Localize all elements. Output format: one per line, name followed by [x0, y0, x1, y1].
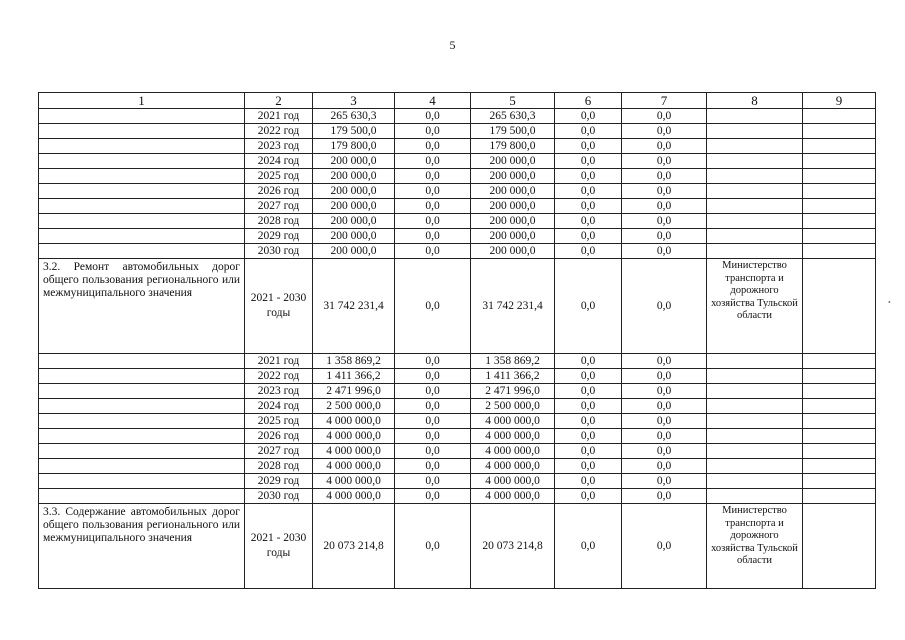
column-header-3: 3 [313, 93, 395, 109]
value-cell-col6: 0,0 [555, 214, 622, 229]
empty-name-cell [39, 489, 245, 504]
empty-name-cell [39, 214, 245, 229]
empty-name-cell [39, 474, 245, 489]
empty-cell-col9 [803, 369, 876, 384]
value-cell-col4: 0,0 [395, 369, 471, 384]
value-cell-col7: 0,0 [622, 229, 707, 244]
empty-cell-col8 [707, 444, 803, 459]
value-cell-col3: 200 000,0 [313, 229, 395, 244]
empty-cell-col8 [707, 124, 803, 139]
value-cell-col6: 0,0 [555, 109, 622, 124]
empty-cell-col8 [707, 169, 803, 184]
value-cell-col5: 200 000,0 [471, 229, 555, 244]
value-cell-col7: 0,0 [622, 399, 707, 414]
value-cell-col2: 2030 год [245, 489, 313, 504]
value-cell-col3: 179 500,0 [313, 124, 395, 139]
task-col4: 0,0 [395, 504, 471, 589]
value-cell-col4: 0,0 [395, 489, 471, 504]
value-cell-col6: 0,0 [555, 369, 622, 384]
value-cell-col3: 265 630,3 [313, 109, 395, 124]
empty-name-cell [39, 199, 245, 214]
empty-cell-col8 [707, 109, 803, 124]
value-cell-col4: 0,0 [395, 444, 471, 459]
empty-cell-col9 [803, 154, 876, 169]
empty-name-cell [39, 429, 245, 444]
empty-cell-col9 [803, 429, 876, 444]
empty-cell-col8 [707, 489, 803, 504]
value-cell-col5: 200 000,0 [471, 214, 555, 229]
value-cell-col7: 0,0 [622, 139, 707, 154]
column-header-6: 6 [555, 93, 622, 109]
year-row [39, 124, 876, 139]
empty-cell-col9 [803, 444, 876, 459]
value-cell-col5: 4 000 000,0 [471, 429, 555, 444]
value-cell-col2: 2025 год [245, 414, 313, 429]
value-cell-col2: 2027 год [245, 199, 313, 214]
value-cell-col6: 0,0 [555, 414, 622, 429]
value-cell-col2: 2021 год [245, 109, 313, 124]
header-row [39, 93, 876, 109]
value-cell-col4: 0,0 [395, 169, 471, 184]
value-cell-col6: 0,0 [555, 474, 622, 489]
task-name: 3.2. Ремонт автомобильных дорог общего пользования регионального или межмуниципального значения [39, 259, 245, 354]
column-header-9: 9 [803, 93, 876, 109]
value-cell-col6: 0,0 [555, 244, 622, 259]
task-period: 2021 - 2030 годы [245, 504, 313, 589]
empty-name-cell [39, 459, 245, 474]
empty-cell-col9 [803, 124, 876, 139]
value-cell-col4: 0,0 [395, 474, 471, 489]
value-cell-col2: 2029 год [245, 229, 313, 244]
scan-mark: • [888, 298, 891, 307]
empty-cell-col9 [803, 139, 876, 154]
value-cell-col6: 0,0 [555, 354, 622, 369]
value-cell-col2: 2030 год [245, 244, 313, 259]
value-cell-col2: 2026 год [245, 429, 313, 444]
empty-cell-col8 [707, 184, 803, 199]
value-cell-col7: 0,0 [622, 489, 707, 504]
empty-cell-col9 [803, 384, 876, 399]
column-header-2: 2 [245, 93, 313, 109]
value-cell-col4: 0,0 [395, 124, 471, 139]
empty-name-cell [39, 184, 245, 199]
year-row [39, 214, 876, 229]
budget-table [38, 92, 876, 589]
task-col5: 20 073 214,8 [471, 504, 555, 589]
value-cell-col2: 2024 год [245, 399, 313, 414]
value-cell-col5: 1 411 366,2 [471, 369, 555, 384]
value-cell-col3: 4 000 000,0 [313, 414, 395, 429]
year-row [39, 384, 876, 399]
empty-cell-col8 [707, 229, 803, 244]
value-cell-col5: 265 630,3 [471, 109, 555, 124]
task-col7: 0,0 [622, 504, 707, 589]
year-row [39, 199, 876, 214]
value-cell-col6: 0,0 [555, 399, 622, 414]
empty-cell-col8 [707, 214, 803, 229]
empty-cell-col8 [707, 429, 803, 444]
value-cell-col5: 4 000 000,0 [471, 414, 555, 429]
year-row [39, 489, 876, 504]
value-cell-col2: 2023 год [245, 384, 313, 399]
empty-cell-col9 [803, 414, 876, 429]
value-cell-col7: 0,0 [622, 459, 707, 474]
empty-cell-col9 [803, 169, 876, 184]
value-cell-col7: 0,0 [622, 169, 707, 184]
value-cell-col2: 2022 год [245, 369, 313, 384]
empty-name-cell [39, 399, 245, 414]
value-cell-col7: 0,0 [622, 354, 707, 369]
year-row [39, 474, 876, 489]
task-col7: 0,0 [622, 259, 707, 354]
empty-name-cell [39, 444, 245, 459]
empty-cell-col9 [803, 199, 876, 214]
year-row [39, 139, 876, 154]
value-cell-col3: 1 358 869,2 [313, 354, 395, 369]
task-total: 31 742 231,4 [313, 259, 395, 354]
value-cell-col4: 0,0 [395, 414, 471, 429]
value-cell-col6: 0,0 [555, 429, 622, 444]
value-cell-col6: 0,0 [555, 139, 622, 154]
value-cell-col3: 2 471 996,0 [313, 384, 395, 399]
value-cell-col7: 0,0 [622, 199, 707, 214]
value-cell-col2: 2029 год [245, 474, 313, 489]
empty-cell-col8 [707, 474, 803, 489]
empty-cell-col9 [803, 354, 876, 369]
empty-cell-col9 [803, 474, 876, 489]
value-cell-col4: 0,0 [395, 229, 471, 244]
value-cell-col5: 4 000 000,0 [471, 489, 555, 504]
value-cell-col2: 2028 год [245, 214, 313, 229]
column-header-8: 8 [707, 93, 803, 109]
value-cell-col3: 4 000 000,0 [313, 429, 395, 444]
value-cell-col4: 0,0 [395, 429, 471, 444]
value-cell-col4: 0,0 [395, 384, 471, 399]
empty-cell-col8 [707, 139, 803, 154]
value-cell-col6: 0,0 [555, 124, 622, 139]
empty-cell-col9 [803, 184, 876, 199]
year-row [39, 229, 876, 244]
value-cell-col3: 200 000,0 [313, 199, 395, 214]
empty-name-cell [39, 169, 245, 184]
value-cell-col7: 0,0 [622, 429, 707, 444]
task-row [39, 504, 876, 589]
value-cell-col3: 200 000,0 [313, 244, 395, 259]
value-cell-col5: 1 358 869,2 [471, 354, 555, 369]
value-cell-col3: 200 000,0 [313, 154, 395, 169]
value-cell-col3: 1 411 366,2 [313, 369, 395, 384]
year-row [39, 399, 876, 414]
year-row [39, 444, 876, 459]
value-cell-col4: 0,0 [395, 139, 471, 154]
value-cell-col4: 0,0 [395, 244, 471, 259]
empty-name-cell [39, 109, 245, 124]
value-cell-col5: 179 500,0 [471, 124, 555, 139]
page-number: 5 [449, 38, 456, 52]
value-cell-col7: 0,0 [622, 369, 707, 384]
year-row [39, 169, 876, 184]
value-cell-col6: 0,0 [555, 169, 622, 184]
empty-name-cell [39, 414, 245, 429]
empty-cell-col9 [803, 489, 876, 504]
year-row [39, 429, 876, 444]
value-cell-col5: 200 000,0 [471, 154, 555, 169]
empty-cell-col9 [803, 459, 876, 474]
value-cell-col4: 0,0 [395, 184, 471, 199]
value-cell-col7: 0,0 [622, 244, 707, 259]
value-cell-col4: 0,0 [395, 109, 471, 124]
empty-name-cell [39, 229, 245, 244]
value-cell-col4: 0,0 [395, 154, 471, 169]
value-cell-col4: 0,0 [395, 399, 471, 414]
empty-name-cell [39, 139, 245, 154]
value-cell-col2: 2026 год [245, 184, 313, 199]
empty-name-cell [39, 124, 245, 139]
empty-cell-col9 [803, 399, 876, 414]
value-cell-col7: 0,0 [622, 414, 707, 429]
empty-cell-col9 [803, 214, 876, 229]
empty-cell-col8 [707, 354, 803, 369]
year-row [39, 369, 876, 384]
year-row [39, 154, 876, 169]
empty-cell-col9 [803, 109, 876, 124]
year-row [39, 109, 876, 124]
value-cell-col5: 2 500 000,0 [471, 399, 555, 414]
empty-cell-col8 [707, 414, 803, 429]
value-cell-col6: 0,0 [555, 459, 622, 474]
value-cell-col4: 0,0 [395, 459, 471, 474]
value-cell-col3: 200 000,0 [313, 184, 395, 199]
value-cell-col2: 2025 год [245, 169, 313, 184]
value-cell-col5: 200 000,0 [471, 184, 555, 199]
task-total: 20 073 214,8 [313, 504, 395, 589]
empty-cell-col8 [707, 244, 803, 259]
column-header-1: 1 [39, 93, 245, 109]
empty-cell-col9 [803, 259, 876, 354]
task-col6: 0,0 [555, 259, 622, 354]
value-cell-col6: 0,0 [555, 384, 622, 399]
empty-cell-col8 [707, 199, 803, 214]
empty-name-cell [39, 354, 245, 369]
value-cell-col6: 0,0 [555, 154, 622, 169]
task-executor: Министерство транспорта и дорожного хозяйства Тульской области [707, 504, 803, 589]
value-cell-col2: 2022 год [245, 124, 313, 139]
value-cell-col4: 0,0 [395, 354, 471, 369]
value-cell-col7: 0,0 [622, 154, 707, 169]
task-row [39, 259, 876, 354]
value-cell-col7: 0,0 [622, 384, 707, 399]
value-cell-col4: 0,0 [395, 214, 471, 229]
value-cell-col6: 0,0 [555, 444, 622, 459]
empty-cell-col8 [707, 399, 803, 414]
year-row [39, 414, 876, 429]
value-cell-col3: 200 000,0 [313, 214, 395, 229]
empty-cell-col8 [707, 154, 803, 169]
value-cell-col6: 0,0 [555, 229, 622, 244]
value-cell-col5: 4 000 000,0 [471, 459, 555, 474]
year-row [39, 354, 876, 369]
task-col4: 0,0 [395, 259, 471, 354]
value-cell-col6: 0,0 [555, 199, 622, 214]
value-cell-col3: 4 000 000,0 [313, 474, 395, 489]
value-cell-col5: 200 000,0 [471, 244, 555, 259]
value-cell-col5: 4 000 000,0 [471, 474, 555, 489]
year-row [39, 459, 876, 474]
value-cell-col2: 2028 год [245, 459, 313, 474]
value-cell-col2: 2024 год [245, 154, 313, 169]
value-cell-col7: 0,0 [622, 444, 707, 459]
empty-name-cell [39, 369, 245, 384]
empty-cell-col9 [803, 504, 876, 589]
value-cell-col7: 0,0 [622, 109, 707, 124]
value-cell-col2: 2027 год [245, 444, 313, 459]
value-cell-col5: 200 000,0 [471, 199, 555, 214]
year-row [39, 244, 876, 259]
value-cell-col7: 0,0 [622, 214, 707, 229]
value-cell-col2: 2023 год [245, 139, 313, 154]
value-cell-col5: 2 471 996,0 [471, 384, 555, 399]
task-name: 3.3. Содержание автомобильных дорог общего пользования регионального или межмуниципального значения [39, 504, 245, 589]
value-cell-col3: 4 000 000,0 [313, 489, 395, 504]
value-cell-col5: 4 000 000,0 [471, 444, 555, 459]
task-executor: Министерство транспорта и дорожного хозяйства Тульской области [707, 259, 803, 354]
task-period: 2021 - 2030 годы [245, 259, 313, 354]
value-cell-col3: 200 000,0 [313, 169, 395, 184]
empty-name-cell [39, 244, 245, 259]
value-cell-col7: 0,0 [622, 124, 707, 139]
value-cell-col4: 0,0 [395, 199, 471, 214]
empty-cell-col8 [707, 459, 803, 474]
column-header-4: 4 [395, 93, 471, 109]
empty-cell-col9 [803, 244, 876, 259]
value-cell-col2: 2021 год [245, 354, 313, 369]
value-cell-col5: 200 000,0 [471, 169, 555, 184]
value-cell-col7: 0,0 [622, 474, 707, 489]
task-col6: 0,0 [555, 504, 622, 589]
empty-cell-col8 [707, 369, 803, 384]
year-row [39, 184, 876, 199]
empty-name-cell [39, 384, 245, 399]
column-header-5: 5 [471, 93, 555, 109]
value-cell-col3: 179 800,0 [313, 139, 395, 154]
value-cell-col3: 4 000 000,0 [313, 459, 395, 474]
value-cell-col5: 179 800,0 [471, 139, 555, 154]
column-header-7: 7 [622, 93, 707, 109]
empty-cell-col9 [803, 229, 876, 244]
value-cell-col3: 4 000 000,0 [313, 444, 395, 459]
value-cell-col7: 0,0 [622, 184, 707, 199]
value-cell-col6: 0,0 [555, 489, 622, 504]
empty-cell-col8 [707, 384, 803, 399]
value-cell-col3: 2 500 000,0 [313, 399, 395, 414]
empty-name-cell [39, 154, 245, 169]
task-col5: 31 742 231,4 [471, 259, 555, 354]
value-cell-col6: 0,0 [555, 184, 622, 199]
